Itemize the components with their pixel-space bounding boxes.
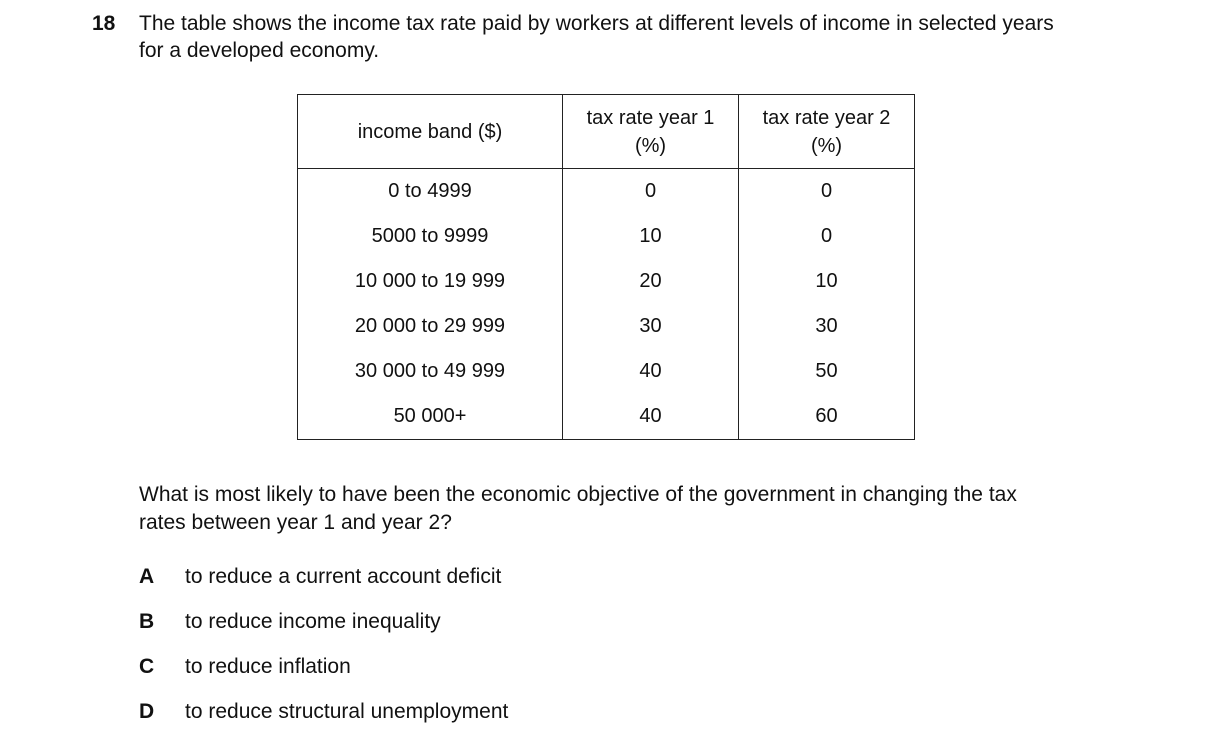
year1-rate-cell: 40 <box>563 349 739 394</box>
stem-line-2: for a developed economy. <box>139 39 380 62</box>
year1-rate-cell: 30 <box>563 304 739 349</box>
year1-rate-cell: 20 <box>563 259 739 304</box>
header-tax-rate-year-1 <box>563 95 739 169</box>
income-band-cell: 30 000 to 49 999 <box>298 349 563 394</box>
prompt-line-1: What is most likely to have been the economic objective of the government in changing the tax <box>139 483 1017 506</box>
year2-rate-cell: 0 <box>739 214 915 259</box>
option-letter: B <box>139 610 155 633</box>
year2-rate-cell: 0 <box>739 169 915 215</box>
income-band-cell: 20 000 to 29 999 <box>298 304 563 349</box>
option-text: to reduce inflation <box>185 655 351 678</box>
header-year1-label: tax rate year 1 <box>586 106 715 129</box>
table-row <box>298 349 915 394</box>
table-row <box>298 304 915 349</box>
header-year2-unit: (%) <box>810 134 843 157</box>
income-band-cell: 10 000 to 19 999 <box>298 259 563 304</box>
prompt-line-2: rates between year 1 and year 2? <box>139 511 452 534</box>
year1-rate-cell: 40 <box>563 394 739 440</box>
year2-rate-cell: 60 <box>739 394 915 440</box>
header-income-band: income band ($) <box>298 95 563 169</box>
table-row <box>298 259 915 304</box>
header-year2-label: tax rate year 2 <box>762 106 891 129</box>
header-tax-rate-year-2 <box>739 95 915 169</box>
income-band-cell: 5000 to 9999 <box>298 214 563 259</box>
option-letter: C <box>139 655 155 678</box>
income-band-cell: 0 to 4999 <box>298 169 563 215</box>
year1-rate-cell: 0 <box>563 169 739 215</box>
option-text: to reduce a current account deficit <box>185 565 502 588</box>
year2-rate-cell: 10 <box>739 259 915 304</box>
table-row <box>298 394 915 440</box>
year2-rate-cell: 30 <box>739 304 915 349</box>
question-stem <box>139 10 1179 64</box>
option-text: to reduce structural unemployment <box>185 700 509 723</box>
year1-rate-cell: 10 <box>563 214 739 259</box>
question-number: 18 <box>92 12 116 35</box>
option-letter: A <box>139 565 155 588</box>
header-year1-unit: (%) <box>634 134 667 157</box>
year2-rate-cell: 50 <box>739 349 915 394</box>
option-letter: D <box>139 700 155 723</box>
table-row <box>298 214 915 259</box>
stem-line-1: The table shows the income tax rate paid by workers at different levels of income in selected years <box>139 12 1054 35</box>
income-band-cell: 50 000+ <box>298 394 563 440</box>
table-row <box>298 169 915 215</box>
question-prompt <box>139 481 1139 537</box>
option-text: to reduce income inequality <box>185 610 441 633</box>
income-tax-table <box>297 94 915 440</box>
table-header-row <box>298 95 915 169</box>
